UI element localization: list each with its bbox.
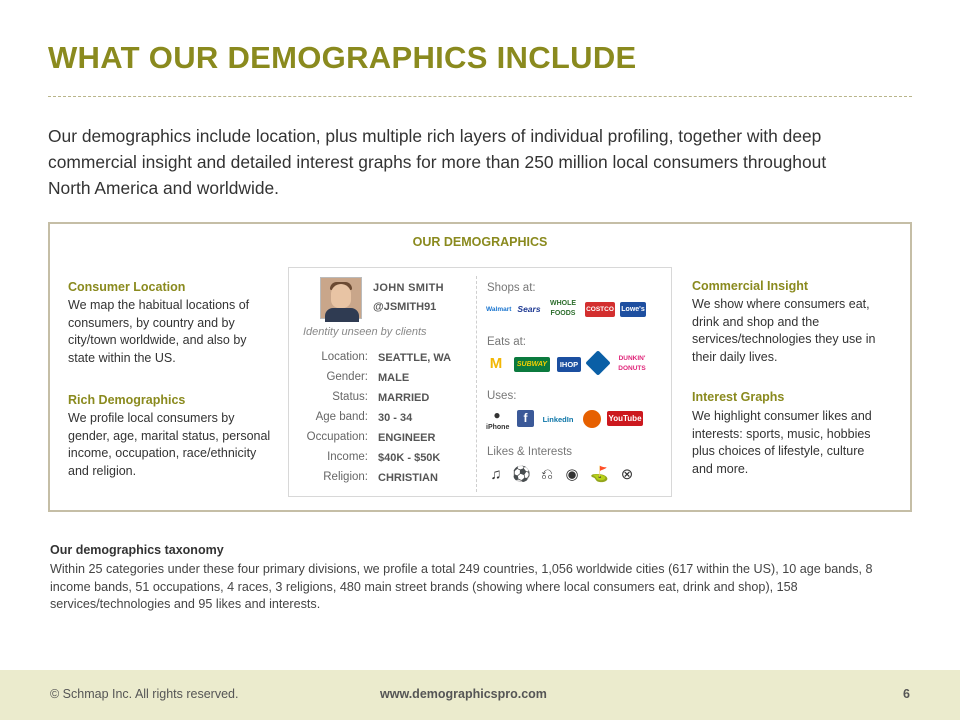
profile-handle: @JSMITH91 — [373, 301, 437, 313]
facebook-logo: f — [517, 410, 534, 427]
field-value: MALE — [378, 372, 410, 384]
field-label: Gender: — [326, 371, 368, 383]
film-icon: ⊗ — [620, 466, 634, 483]
sears-logo: Sears — [517, 304, 541, 314]
intro-paragraph: Our demographics include location, plus multiple rich layers of individual profiling, together with deep commercial insight and detailed interest graphs for more than 250 million local consumers throughout North America and worldwide. — [48, 126, 827, 198]
avatar — [320, 277, 362, 319]
consumer-location-heading: Consumer Location — [68, 280, 186, 294]
commercial-insight-heading: Commercial Insight — [692, 279, 808, 293]
golf-icon: ⛳ — [590, 466, 609, 483]
subway-logo: SUBWAY — [514, 357, 550, 372]
field-label: Status: — [332, 391, 368, 403]
page-title: WHAT OUR DEMOGRAPHICS INCLUDE — [48, 40, 637, 75]
taxonomy-text: Within 25 categories under these four primary divisions, we profile a total 249 countries, 1,056 worldwide cities (617 within the US), 10 age bands, 8 income bands, 51 occupations, 4 races, 3 religions, 480 main street brands (showing where local consumers eat, drink and shop), 158 services/technologies and 95 likes and interests. — [50, 562, 873, 611]
photography-icon: ◉ — [565, 466, 579, 483]
interest-graphs-heading: Interest Graphs — [692, 390, 785, 404]
profile-name: JOHN SMITH — [373, 282, 444, 294]
commercial-insight-text: We show where consumers eat, drink and shop and the services/technologies they use in their daily lives. — [692, 297, 876, 364]
iphone-logo: ● iPhone — [486, 408, 510, 431]
title-divider — [48, 96, 912, 97]
likes-label: Likes & Interests — [487, 446, 573, 458]
eats-at-label: Eats at: — [487, 336, 526, 348]
footer-copyright: © Schmap Inc. All rights reserved. — [50, 687, 239, 701]
shops-at-label: Shops at: — [487, 282, 536, 294]
linkedin-logo: LinkedIn — [542, 415, 574, 424]
field-value: $40K - $50K — [378, 452, 441, 464]
iphone-label: iPhone — [486, 424, 510, 431]
costco-logo: COSTCO — [585, 302, 615, 317]
whole-foods-logo: WHOLE FOODS — [549, 300, 577, 317]
identity-note: Identity unseen by clients — [303, 326, 427, 338]
walmart-logo: Walmart — [486, 306, 512, 313]
sports-icon: ⚽ — [512, 466, 531, 483]
field-value: ENGINEER — [378, 432, 436, 444]
field-value: CHRISTIAN — [378, 472, 438, 484]
panel-title: OUR DEMOGRAPHICS — [412, 235, 548, 249]
ihop-logo: IHOP — [557, 357, 581, 372]
rich-demographics-text: We profile local consumers by gender, age, marital status, personal income, occupation, race/ethnicity and religion. — [68, 411, 271, 478]
dining-icon: ⎌ — [540, 466, 553, 483]
interest-graphs-text: We highlight consumer likes and interests: sports, music, hobbies plus choices of lifestyle, culture and more. — [692, 409, 872, 476]
field-label: Location: — [321, 351, 368, 363]
field-label: Income: — [327, 451, 368, 463]
consumer-location-text: We map the habitual locations of consumers, by country and by city/town worldwide, and also by state within the US. — [68, 298, 250, 365]
lowes-logo: Lowe's — [620, 302, 646, 317]
rich-demographics-heading: Rich Demographics — [68, 393, 186, 407]
youtube-logo: YouTube — [607, 411, 643, 426]
field-value: SEATTLE, WA — [378, 352, 452, 364]
field-label: Religion: — [323, 471, 368, 483]
field-value: MARRIED — [378, 392, 430, 404]
dunkin-donuts-logo: DUNKIN' DONUTS — [618, 355, 646, 372]
field-label: Age band: — [315, 411, 368, 423]
field-label: Occupation: — [306, 431, 368, 443]
firefox-logo — [583, 410, 601, 428]
mcdonalds-logo: M — [489, 355, 503, 372]
field-value: 30 - 34 — [378, 412, 413, 424]
page-number: 6 — [903, 687, 910, 701]
music-icon: ♫ — [490, 466, 502, 483]
card-divider — [476, 276, 477, 492]
footer-url-link[interactable]: www.demographicspro.com — [380, 687, 547, 701]
taxonomy-heading: Our demographics taxonomy — [50, 543, 224, 557]
uses-label: Uses: — [487, 390, 517, 402]
